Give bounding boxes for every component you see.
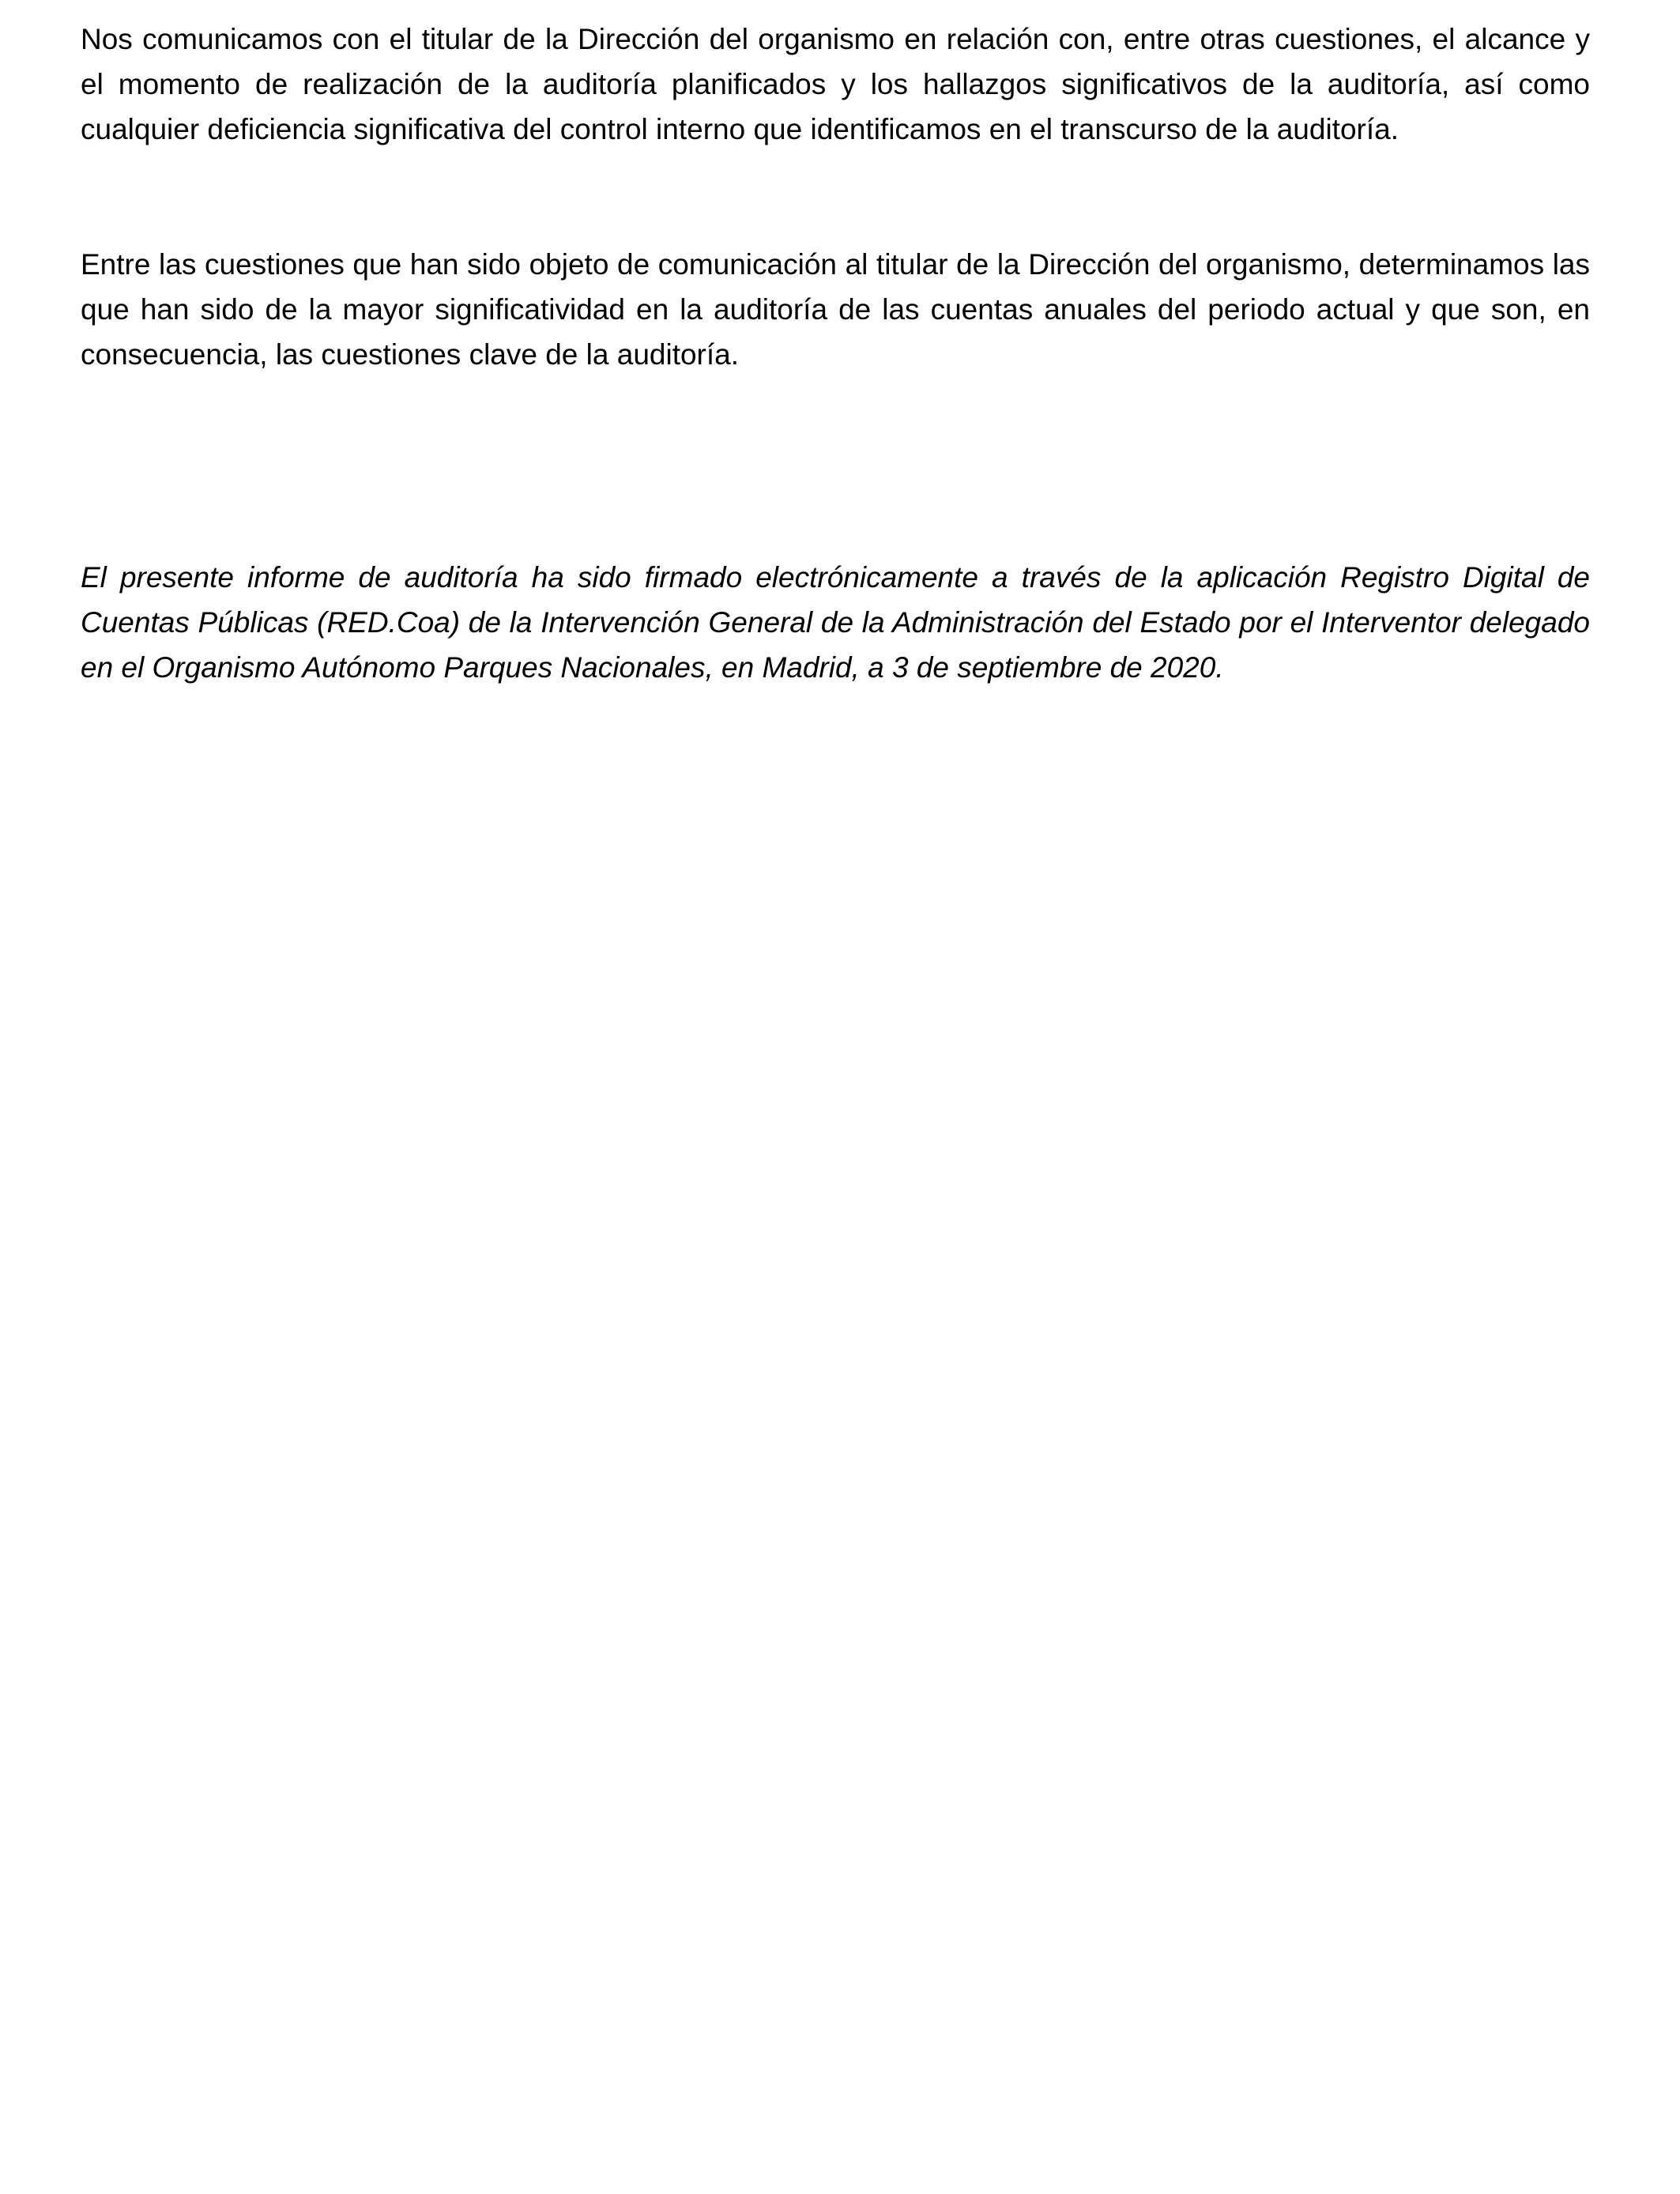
signature-note: El presente informe de auditoría ha sido firmado electrónicamente a través de la aplicación Registro Digital de Cuentas Públicas (RED.Coa) de la Intervención General de la Administración del Estado por el Interventor delegado en el Organismo Autónomo Parques Nacionales, en Madrid, a 3 de septiembre de 2020. (81, 561, 1590, 684)
paragraph-key-audit-matters: Entre las cuestiones que han sido objeto de comunicación al titular de la Dirección del organismo, determinamos las que han sido de la mayor significatividad en la auditoría de las cuentas anuales del periodo actual y que son, en consecuencia, las cuestiones clave de la auditoría. (81, 248, 1590, 371)
paragraph-communication: Nos comunicamos con el titular de la Dirección del organismo en relación con, entre otras cuestiones, el alcance y el momento de realización de la auditoría planificados y los hallazgos significativos de la auditoría, así como cualquier deficiencia significativa del control interno que identificamos en el transcurso de la auditoría. (81, 23, 1590, 145)
